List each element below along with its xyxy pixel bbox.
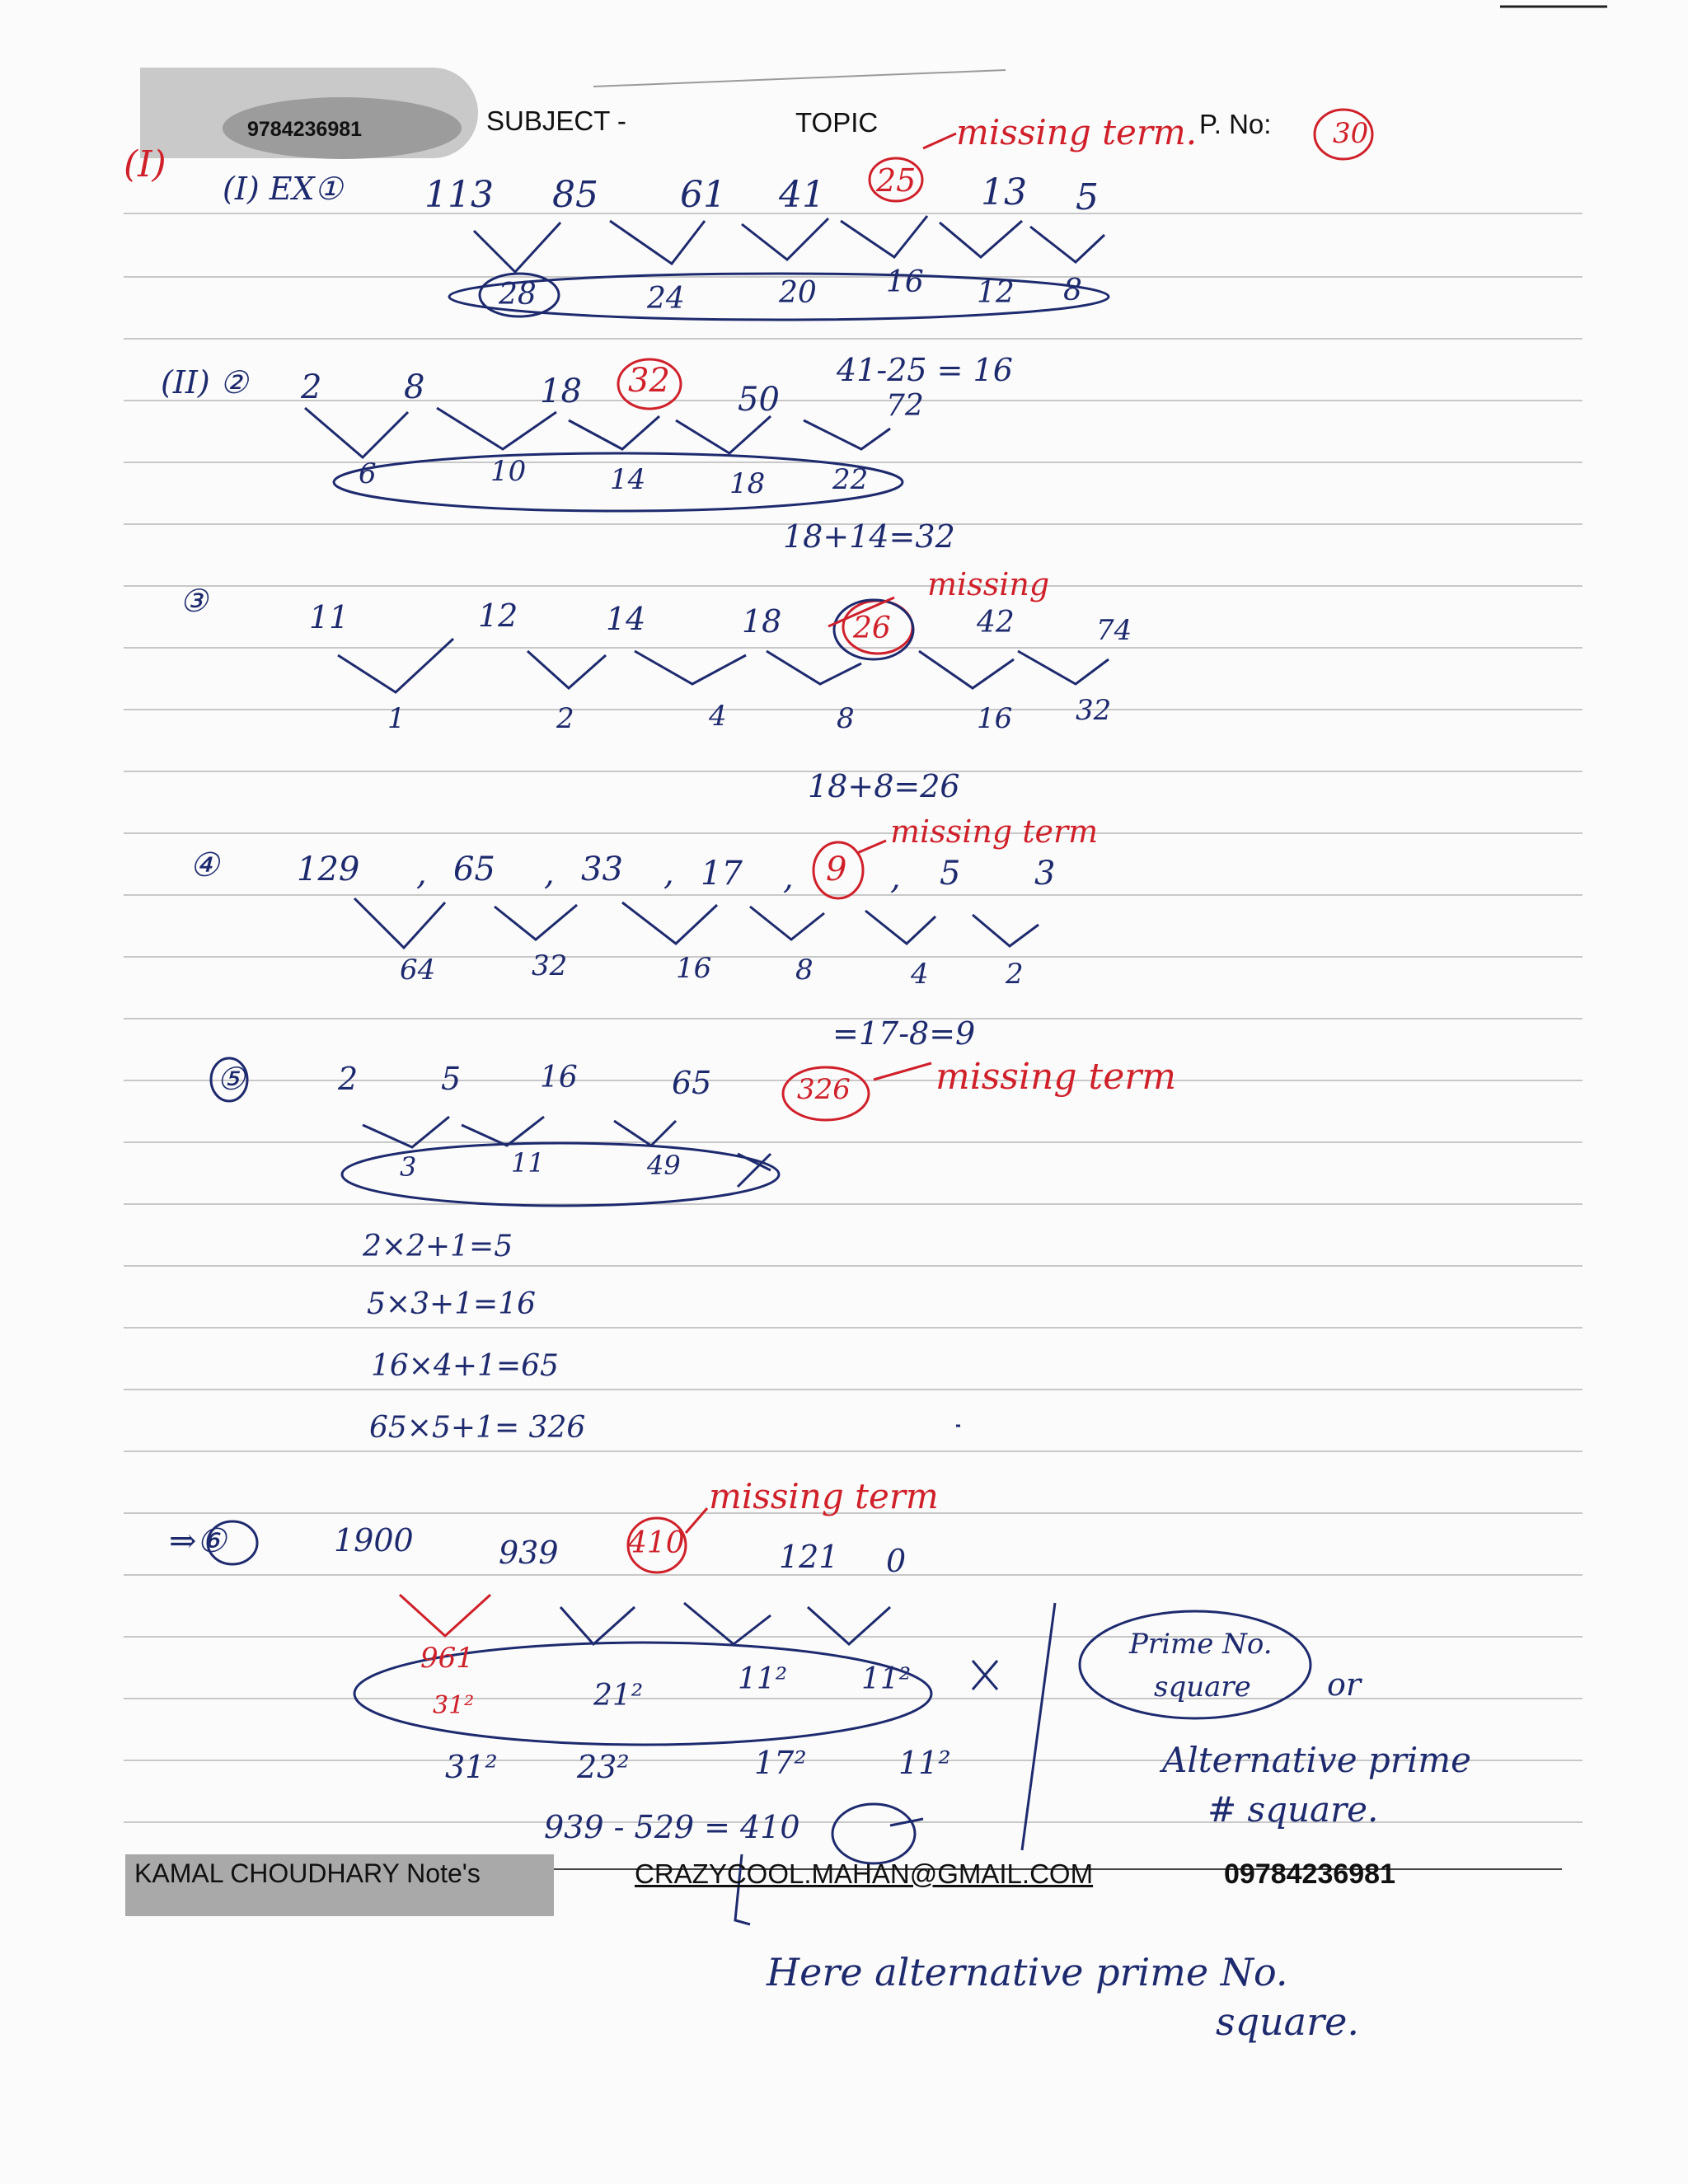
example-1-marker: (I) EX① [223,171,343,207]
example-4-marker: ④ [190,846,219,884]
ex2-difference: 10 [490,455,527,488]
ex6-square: 17² [754,1745,807,1781]
ex1-term: 13 [981,171,1027,213]
ex4-difference: 16 [676,952,712,985]
ex5-difference: 3 [400,1151,417,1183]
ex6-side-note-circle: Prime No. [1129,1628,1273,1661]
ex6-square: 23² [577,1749,630,1785]
ex5-difference: 11 [511,1147,545,1179]
ex3-difference: 2 [556,702,574,735]
ex1-term: 61 [680,174,726,216]
ex4-term: 3 [1034,855,1056,893]
ex1-difference: 8 [1063,274,1082,307]
ex3-term: 42 [977,606,1015,640]
ex1-difference: 16 [886,265,924,299]
ex4-sep: , [783,859,794,897]
ex5-step: 16×4+1=65 [371,1349,559,1383]
ex3-difference: 16 [977,702,1013,735]
ex3-term: 14 [606,601,646,637]
ex4-term: 33 [581,851,623,888]
example-6-marker: ⇒⑥ [169,1522,227,1560]
ex4-sep: , [416,855,427,893]
ex6-missing-note: missing term [709,1476,939,1516]
ex3-difference: 4 [709,700,727,733]
ex4-difference: 4 [911,958,929,991]
ex5-difference: 49 [647,1150,681,1181]
example-3-marker: ③ [180,583,209,619]
ex1-term: 85 [552,174,598,216]
ex5-term: 16 [540,1061,578,1094]
bottom-note: Here alternative prime No. [767,1950,1288,1994]
ex2-difference: 22 [832,463,869,496]
ex2-difference: 14 [610,463,646,496]
ex4-missing-term: 9 [826,851,847,888]
ex2-term: 72 [886,389,924,423]
ex2-term: 50 [738,381,780,419]
page-number-label: P. No: [1199,109,1272,139]
ex5-term: 2 [338,1061,359,1097]
ex1-term: 41 [779,174,825,216]
ex4-term: 17 [701,855,743,893]
ex6-term: 1900 [334,1522,414,1558]
ex6-term: 0 [886,1543,907,1579]
example-2-marker: (II) ② [161,364,248,401]
ex6-square: 31² [445,1749,498,1785]
ex3-term: 11 [309,599,349,635]
ex2-term: 2 [301,368,322,406]
ex5-missing-note: missing term [935,1056,1176,1098]
ex2-term: 18 [540,373,582,410]
ex5-step: 5×3+1=16 [367,1287,537,1321]
ex4-term: 5 [940,855,961,893]
ex4-missing-note: missing term [890,813,1099,850]
ex6-square: 11² [898,1745,951,1781]
ex6-wrong-square: 11² [738,1662,788,1696]
topic-label: TOPIC [795,107,879,138]
header-phone: 9784236981 [247,118,363,141]
footer-phone: 09784236981 [1224,1858,1396,1890]
ex4-sep: , [663,855,674,893]
ex6-side-note-circle: square [1154,1671,1251,1704]
ex5-term: 65 [672,1065,712,1101]
ex5-missing-term: 326 [797,1073,851,1106]
ex4-difference: 64 [400,954,436,987]
ex3-difference: 32 [1076,694,1112,727]
example-5-marker: ⑤ [217,1061,246,1097]
ex4-term: 129 [297,851,360,888]
ex3-term: 74 [1096,614,1132,647]
ex4-sep: , [544,855,555,893]
ex4-difference: 2 [1006,958,1024,991]
ex6-wrong-square: 11² [861,1662,912,1696]
ex6-side-note-or: or [1327,1666,1362,1703]
ex2-difference: 18 [729,467,766,500]
ex3-missing-term: 26 [853,612,891,645]
ex6-term: 939 [499,1535,559,1571]
ex5-term: 5 [441,1061,462,1097]
ex1-term: 113 [424,174,494,216]
ex6-term: 121 [779,1539,839,1575]
ex3-missing-note: missing [927,566,1050,602]
ex6-side-note-alt: Alternative prime [1162,1740,1471,1780]
ex2-working: 18+14=32 [783,518,955,555]
bottom-note: square. [1216,1999,1359,2044]
ex2-term: 8 [404,368,425,406]
ex6-side-note-alt: # square. [1207,1789,1379,1830]
ex4-sep: , [890,859,901,897]
ex6-wrong-square: 21² [593,1679,644,1713]
ex1-difference: 12 [977,276,1015,310]
ex4-difference: 8 [795,954,814,987]
ex3-difference: 8 [837,702,855,735]
ex6-wrong-value: 31² [433,1691,475,1720]
ex2-difference: 6 [359,457,377,490]
ex1-missing-note: missing term. [956,112,1198,152]
ex1-term: 5 [1076,176,1099,218]
ex1-missing-term: 25 [876,162,917,199]
page-number: 30 [1333,117,1369,150]
ex4-difference: 32 [532,949,568,982]
ex1-difference: 20 [779,276,817,310]
ex5-step: 2×2+1=5 [363,1230,513,1263]
ex3-difference: 1 [387,702,406,735]
subject-label: SUBJECT - [486,105,626,136]
section-marker: (I) [124,143,166,185]
ex3-working: 18+8=26 [808,768,960,804]
ex1-difference: 24 [647,282,685,316]
ex5-step: 65×5+1= 326 [369,1411,586,1445]
ex6-working: 939 - 529 = 410 [544,1809,800,1845]
ex4-working: =17-8=9 [832,1015,976,1052]
ex1-working: 41-25 = 16 [837,352,1013,388]
ex3-term: 12 [478,598,518,634]
ex2-missing-term: 32 [628,362,670,400]
footer-email: CRAZYCOOL.MAHAN@GMAIL.COM [635,1858,1094,1889]
footer-name: KAMAL CHOUDHARY Note's [134,1858,481,1888]
ex6-wrong-value: 961 [420,1642,474,1675]
ex1-difference: 28 [499,278,537,312]
ex6-missing-term: 410 [628,1526,685,1560]
ex3-term: 18 [742,603,782,640]
ex4-term: 65 [453,851,495,888]
